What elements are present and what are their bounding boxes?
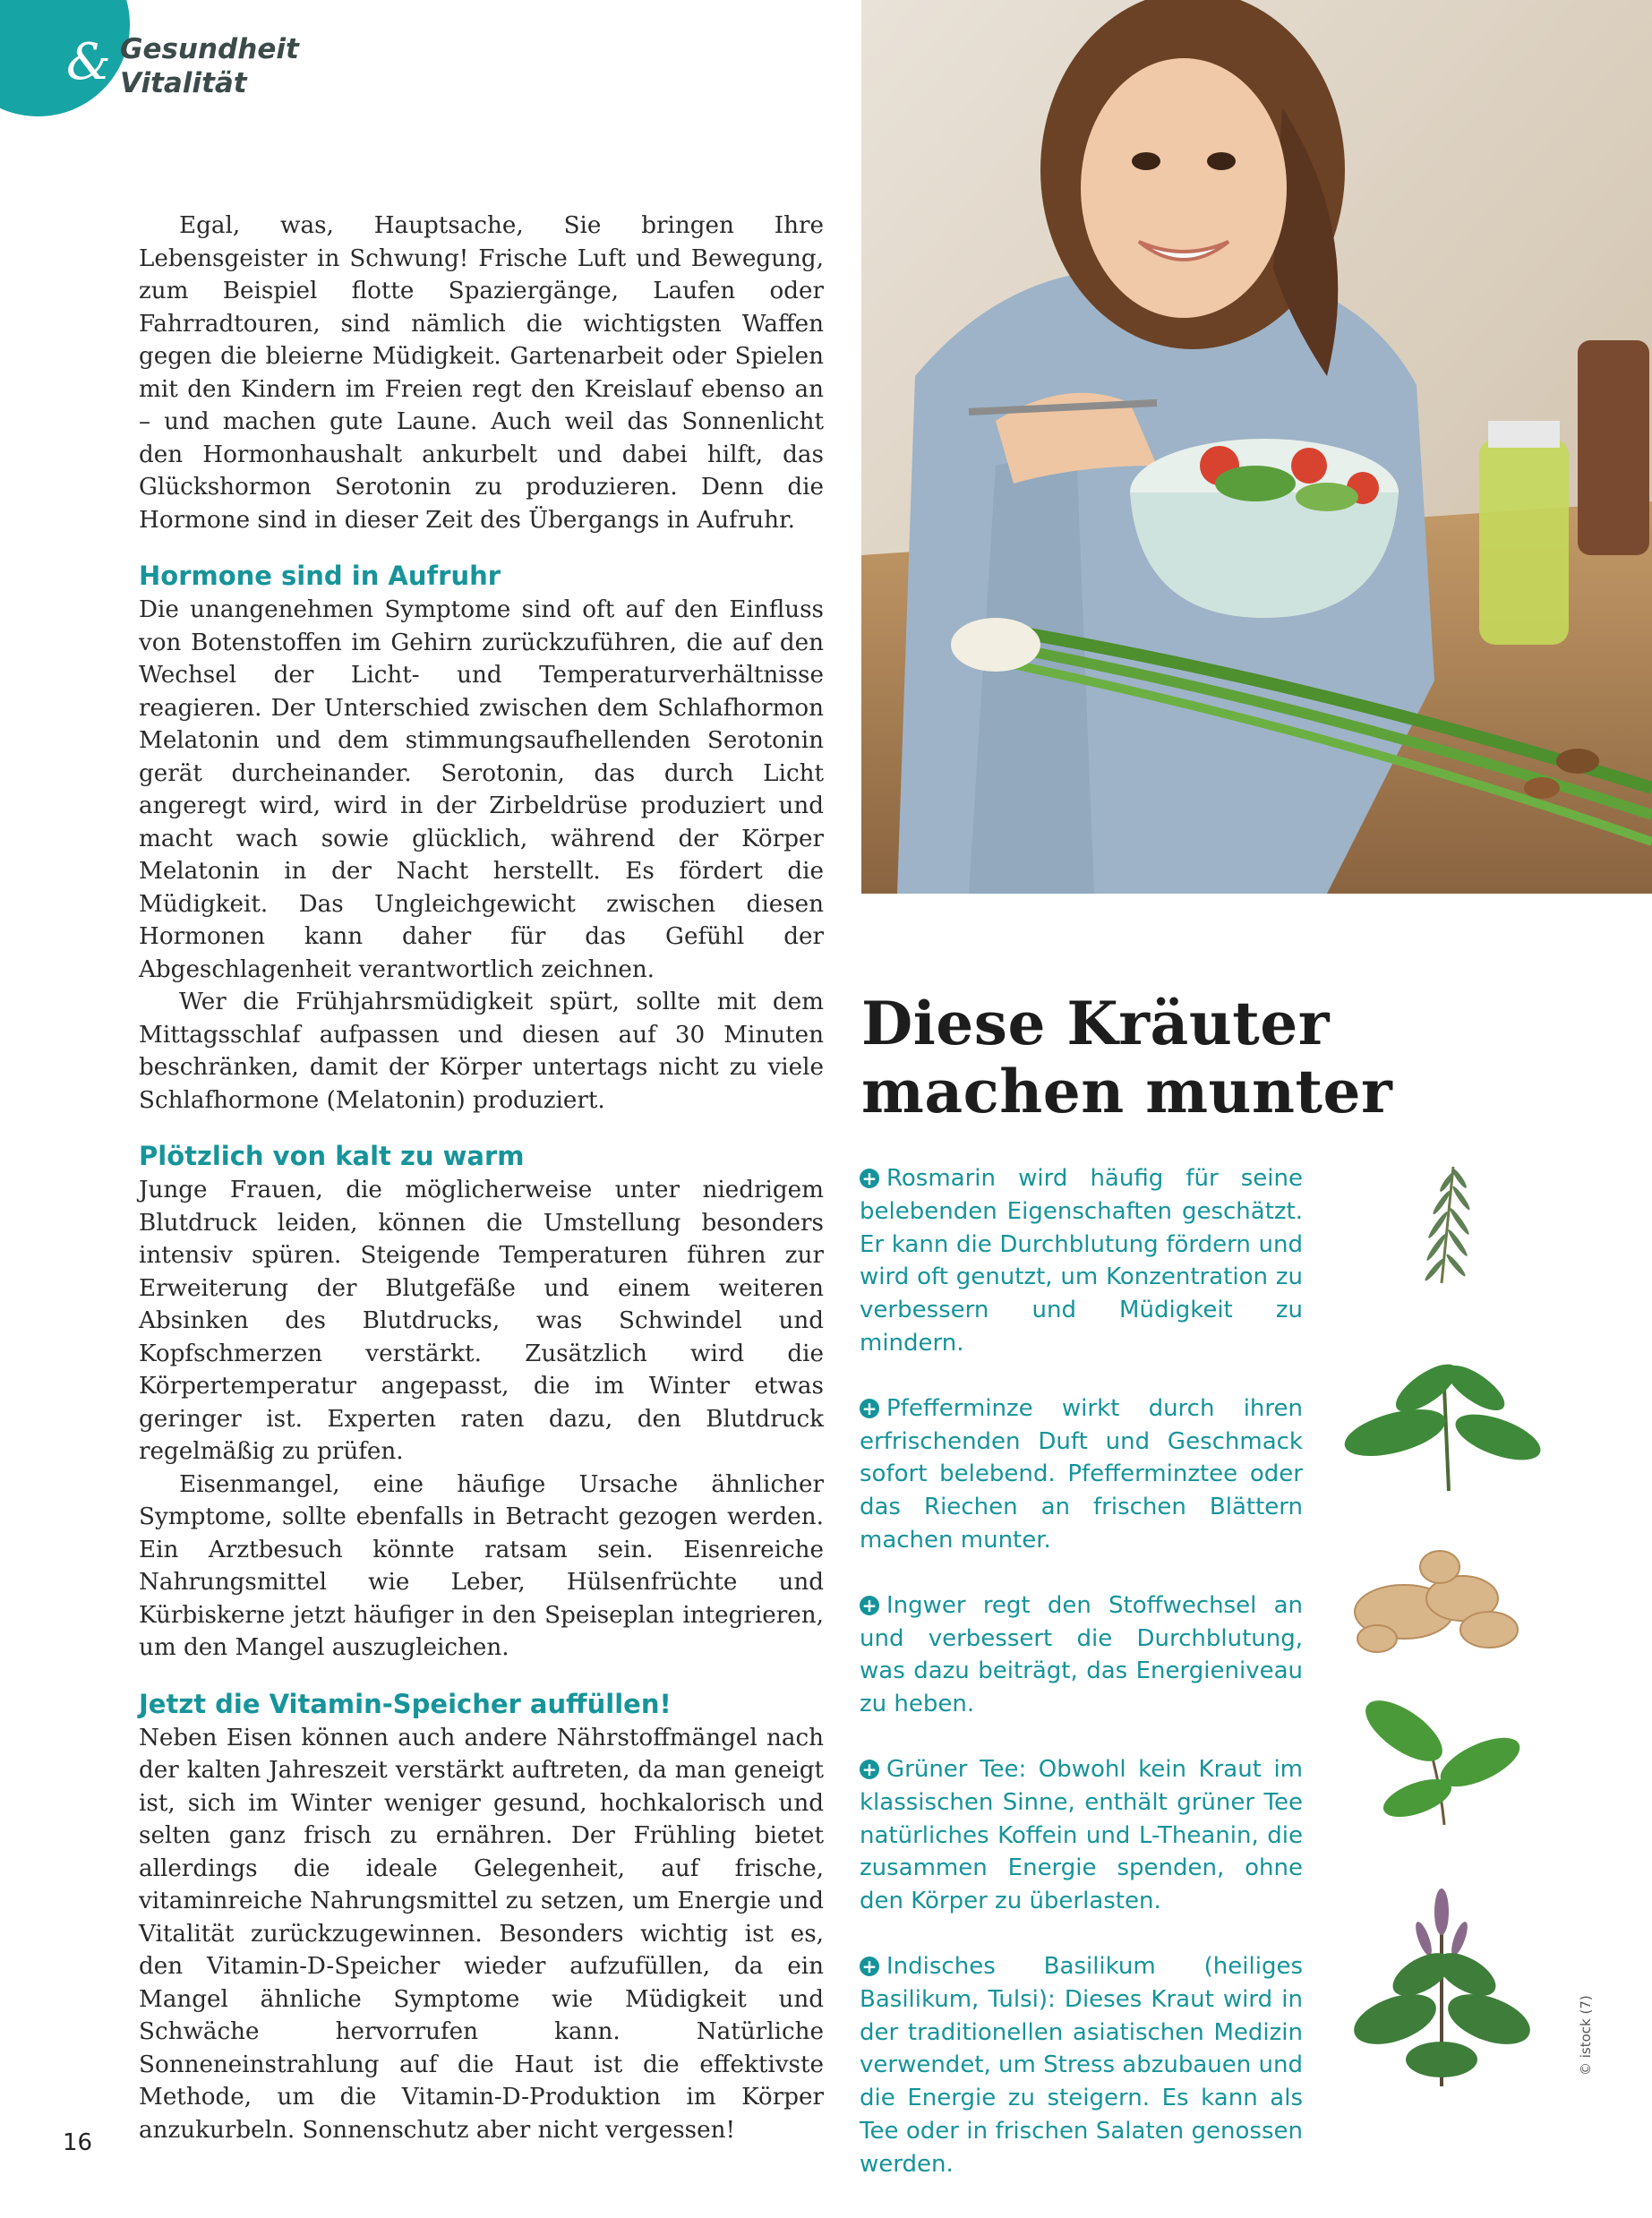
plus-bullet-icon: + [860, 1169, 879, 1188]
article-body [139, 210, 824, 2146]
herb-text: Rosmarin wird häufig für seine belebenden Eigenschaften geschätzt. Er kann die Durchblutung fördern und wird oft genutzt, um Konzentration zu verbessern und Müdigkeit zu mindern. [860, 1165, 1303, 1357]
ampersand-logo: & [66, 33, 111, 91]
section-rubric [120, 32, 299, 100]
rubric-line-2: Vitalität [120, 67, 247, 99]
herb-item-pfefferminze [860, 1392, 1303, 1557]
herb-item-basilikum [860, 1950, 1303, 2181]
herbs-title-line-2: machen munter [861, 1057, 1393, 1126]
photo-credit: © istock (7) [1578, 1995, 1594, 2076]
article-paragraph: Eisenmangel, eine häufige Ursache ähnlicher Symptome, sollte ebenfalls in Betracht gezogen werden. Ein Arztbesuch könnte ratsam sein. Eisenreiche Nahrungsmittel wie Leber, Hülsenfrüchte und Kürbiskerne jetzt häufiger in den Speiseplan integrieren, um den Mangel auszugleichen. [139, 1470, 824, 1661]
subheading-hormone: Hormone sind in Aufruhr [139, 561, 501, 591]
herb-item-gruener-tee [860, 1753, 1303, 1918]
herb-item-rosmarin [860, 1162, 1303, 1360]
herb-item-ingwer [860, 1589, 1303, 1721]
article-paragraph: Neben Eisen können auch andere Nährstoffmängel nach der kalten Jahreszeit verstärkt auftreten, da man geneigt ist, sich im Winter weniger gesund, hochkalorisch und selten ganz frisch zu ernähren. Der Frühling bietet allerdings die ideale Gelegenheit, auf frische, vitaminreiche Nahrungsmittel zu setzen, um Energie und Vitalität zurückzugewinnen. Besonders wichtig ist es, den Vitamin-D-Speicher wieder aufzufüllen, da ein Mangel ähnliche Symptome wie Müdigkeit und Schwäche hervorrufen kann. Natürliche Sonneneinstrahlung auf die Haut ist die effektivste Methode, um die Vitamin-D-Produktion im Körper anzukurbeln. Sonnenschutz aber nicht vergessen! [139, 1724, 824, 2144]
herbs-title-line-1: Diese Kräuter [861, 989, 1331, 1058]
plus-bullet-icon: + [860, 1957, 879, 1976]
herb-text: Grüner Tee: Obwohl kein Kraut im klassischen Sinne, enthält grüner Tee natürliches Koffein und L-Theanin, die zusammen Energie spenden, ohne den Körper zu überlasten. [860, 1755, 1303, 1915]
ginger-image [1341, 1545, 1543, 1661]
herbs-list [860, 1162, 1303, 2214]
herb-text: Ingwer regt den Stoffwechsel an und verbessert die Durchblutung, was dazu beiträgt, das Energieniveau zu heben. [860, 1591, 1303, 1718]
hero-photo-illustration [861, 0, 1652, 894]
subheading-kalt-warm: Plötzlich von kalt zu warm [139, 1141, 525, 1171]
article-paragraph: Wer die Frühjahrsmüdigkeit spürt, sollte mit dem Mittagsschlaf aufpassen und diesen auf 30 Minuten beschränken, damit der Körper untertags nicht zu viele Schlafhormone (Melatonin) produziert. [139, 989, 824, 1114]
article-paragraph: Die unangenehmen Symptome sind oft auf den Einfluss von Botenstoffen im Gehirn zurückzuführen, die auf den Wechsel der Licht- und Temperaturverhältnisse reagieren. Der Unterschied zwischen dem Schlafhormon Melatonin und dem stimmungsaufhellenden Serotonin gerät durcheinander. Serotonin, das durch Licht angeregt wird, wird in der Zirbeldrüse produziert und macht wach sowie glücklich, während der Körper Melatonin in der Nacht herstellt. Es fördert die Müdigkeit. Das Ungleichgewicht zwischen diesen Hormonen kann daher für das Gefühl der Abgeschlagenheit verantwortlich zeichnen. [139, 596, 824, 983]
herb-text: Pfefferminze wirkt durch ihren erfrischenden Duft und Geschmack sofort belebend. Pfefferminztee oder das Riechen an frischen Blättern machen munter. [860, 1394, 1303, 1554]
herb-text: Indisches Basilikum (heiliges Basilikum, Tulsi): Dieses Kraut wird in der traditionellen asiatischen Medizin verwendet, um Stress abzubauen und die Energie zu steigern. Es kann als Tee oder in frischen Salaten genossen werden. [860, 1952, 1303, 2178]
plus-bullet-icon: + [860, 1399, 879, 1418]
hero-photo [861, 0, 1652, 894]
plus-bullet-icon: + [860, 1760, 879, 1779]
article-paragraph: Egal, was, Hauptsache, Sie bringen Ihre Lebensgeister in Schwung! Frische Luft und Bewegung, zum Beispiel flotte Spaziergänge, Laufen oder Fahrradtouren, sind nämlich die wichtigsten Waffen gegen die bleierne Müdigkeit. Gartenarbeit oder Spielen mit den Kindern im Freien regt den Kreislauf ebenso an – und machen gute Laune. Auch weil das Sonnenlicht den Hormonhaushalt ankurbelt und dabei hilft, das Glückshormon Serotonin zu produzieren. Denn die Hormone sind in dieser Zeit des Übergangs in Aufruhr. [139, 212, 824, 534]
green-tea-image [1341, 1695, 1543, 1829]
page-number: 16 [63, 2129, 93, 2156]
plus-bullet-icon: + [860, 1596, 879, 1615]
peppermint-image [1341, 1361, 1543, 1495]
subheading-vitamin: Jetzt die Vitamin-Speicher auffüllen! [139, 1688, 672, 1719]
rubric-line-1: Gesundheit [120, 33, 299, 65]
rosemary-image [1341, 1162, 1543, 1288]
holy-basil-image [1341, 1885, 1543, 2091]
herbs-title [861, 989, 1392, 1126]
article-paragraph: Junge Frauen, die möglicherweise unter niedrigem Blutdruck leiden, können die Umstellung besonders intensiv spüren. Steigende Temperaturen führen zur Erweiterung der Blutgefäße und einem weiteren Absinken des Blutdrucks, was Schwindel und Kopfschmerzen verstärkt. Zusätzlich wird die Körpertemperatur angepasst, die im Winter etwas geringer ist. Experten raten dazu, den Blutdruck regelmäßig zu prüfen. [139, 1177, 824, 1465]
